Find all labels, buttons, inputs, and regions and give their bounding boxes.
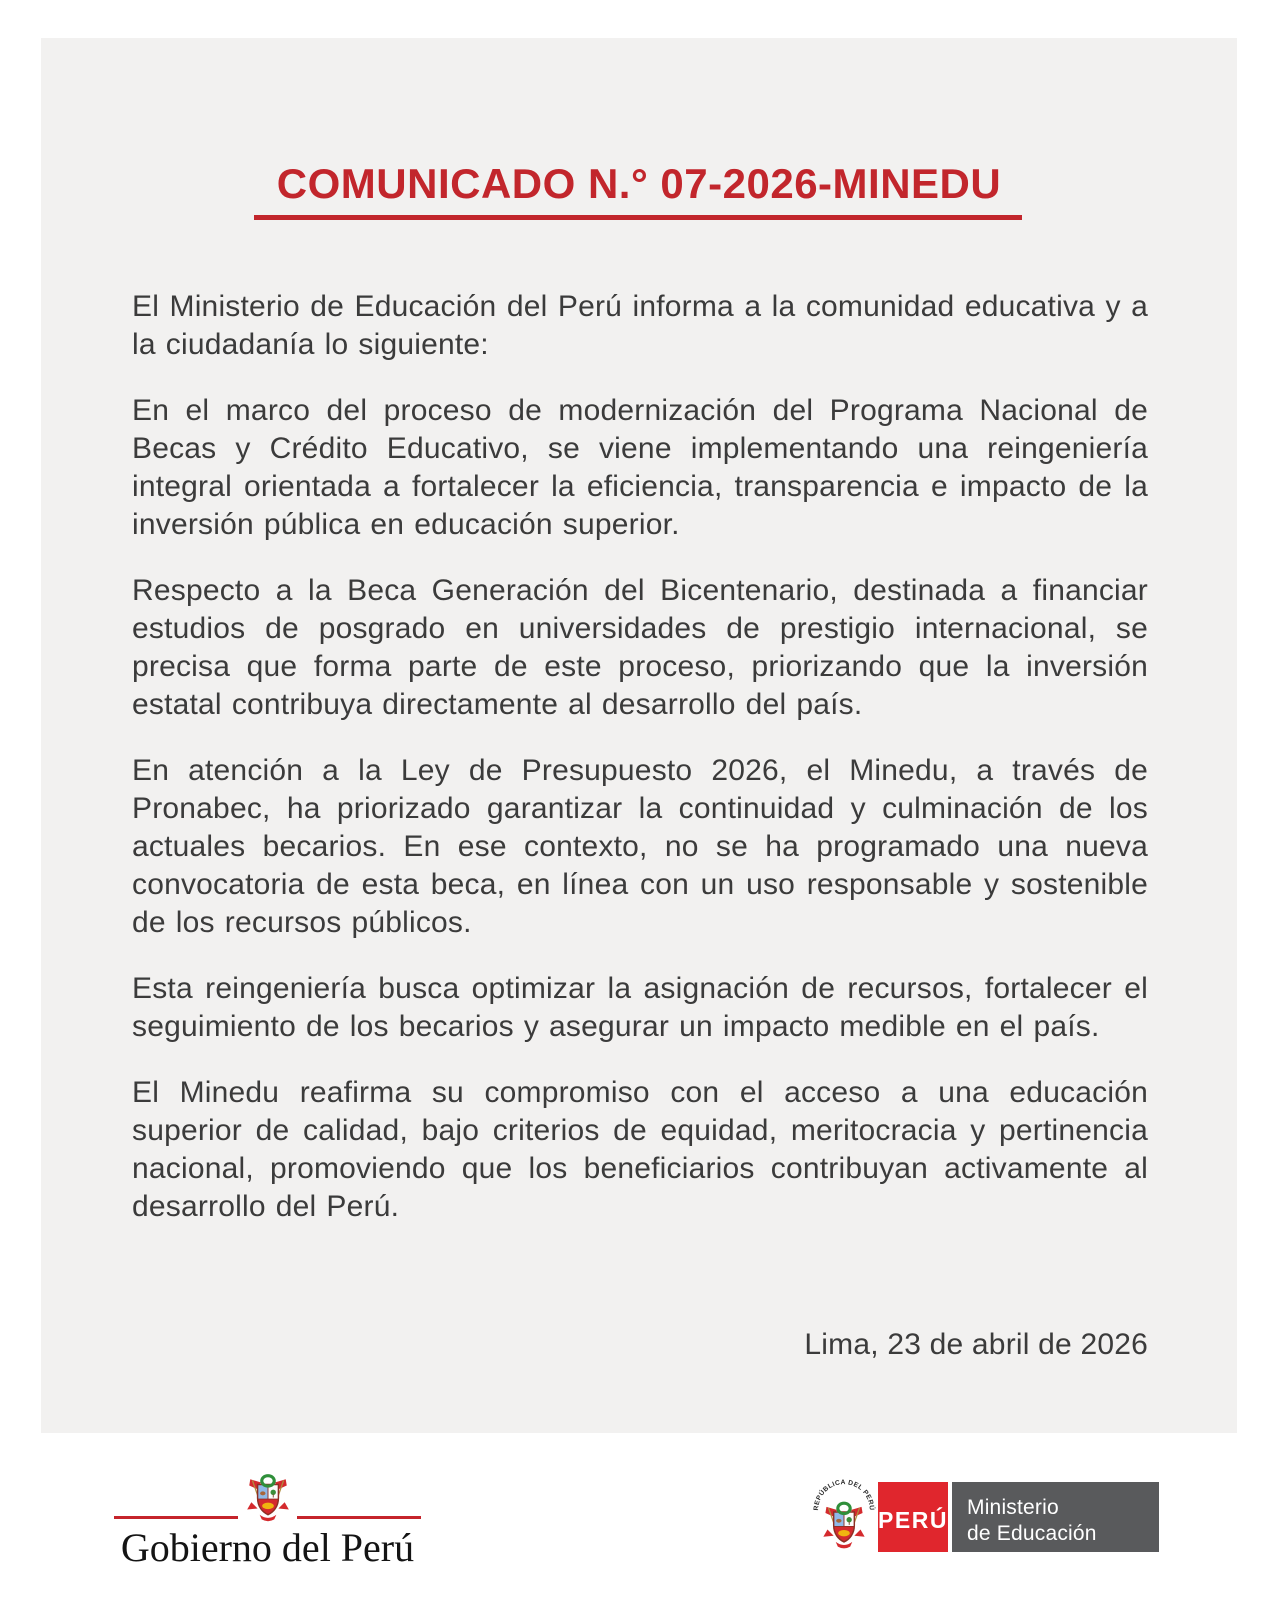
paragraph: Respecto a la Beca Generación del Bicentenario, destinada a financiar estudios de posgrado en universidades de prestigio internacional, se precisa que forma parte de este proceso, priorizando que la inversión estatal contribuya directamente al desarrollo del país. [132, 574, 1148, 721]
gobierno-logo-rule-left [114, 1516, 238, 1519]
title-underline [254, 215, 1022, 220]
gobierno-del-peru-label: Gobierno del Perú [120, 1525, 415, 1570]
document-body [132, 288, 1148, 1254]
peru-coat-of-arms-icon [247, 1472, 289, 1522]
paragraph: El Minedu reafirma su compromiso con el acceso a una educación superior de calidad, bajo criterios de equidad, meritocracia y pertinencia nacional, promoviendo que los beneficiarios contribuyan activamente al desarrollo del Perú. [132, 1076, 1148, 1223]
paragraph: En el marco del proceso de modernización del Programa Nacional de Becas y Crédito Educativo, se viene implementando una reingeniería integral orientada a fortalecer la eficiencia, transparencia e impacto de la inversión pública en educación superior. [132, 394, 1148, 541]
paragraph: En atención a la Ley de Presupuesto 2026, el Minedu, a través de Pronabec, ha priorizado garantizar la continuidad y culminación de los actuales becarios. En ese contexto, no se ha programado una nueva convocatoria de esta beca, en línea con un uso responsable y sostenible de los recursos públicos. [132, 754, 1148, 939]
ministry-label-line2: de Educación [967, 1522, 1097, 1545]
peru-brand-block [878, 1482, 948, 1552]
ministry-label-line1: Ministerio [967, 1496, 1059, 1519]
ministry-block [952, 1482, 1159, 1552]
paragraph: El Ministerio de Educación del Perú informa a la comunidad educativa y a la ciudadanía lo siguiente: [132, 290, 1148, 361]
gobierno-logo-rule-right [297, 1516, 421, 1519]
republica-del-peru-seal-icon [812, 1470, 876, 1554]
page-title: COMUNICADO N.° 07-2026-MINEDU [276, 160, 1002, 207]
dateline: Lima, 23 de abril de 2026 [804, 1328, 1148, 1361]
seal-arc-text: REPÚBLICA DEL PERÚ [813, 1479, 875, 1511]
svg-text:REPÚBLICA DEL PERÚ [813, 1479, 876, 1511]
paragraph: Esta reingeniería busca optimizar la asignación de recursos, fortalecer el seguimiento de los becarios y asegurar un impacto medible en el país. [132, 972, 1148, 1043]
peru-brand-label: PERÚ [878, 1506, 948, 1533]
